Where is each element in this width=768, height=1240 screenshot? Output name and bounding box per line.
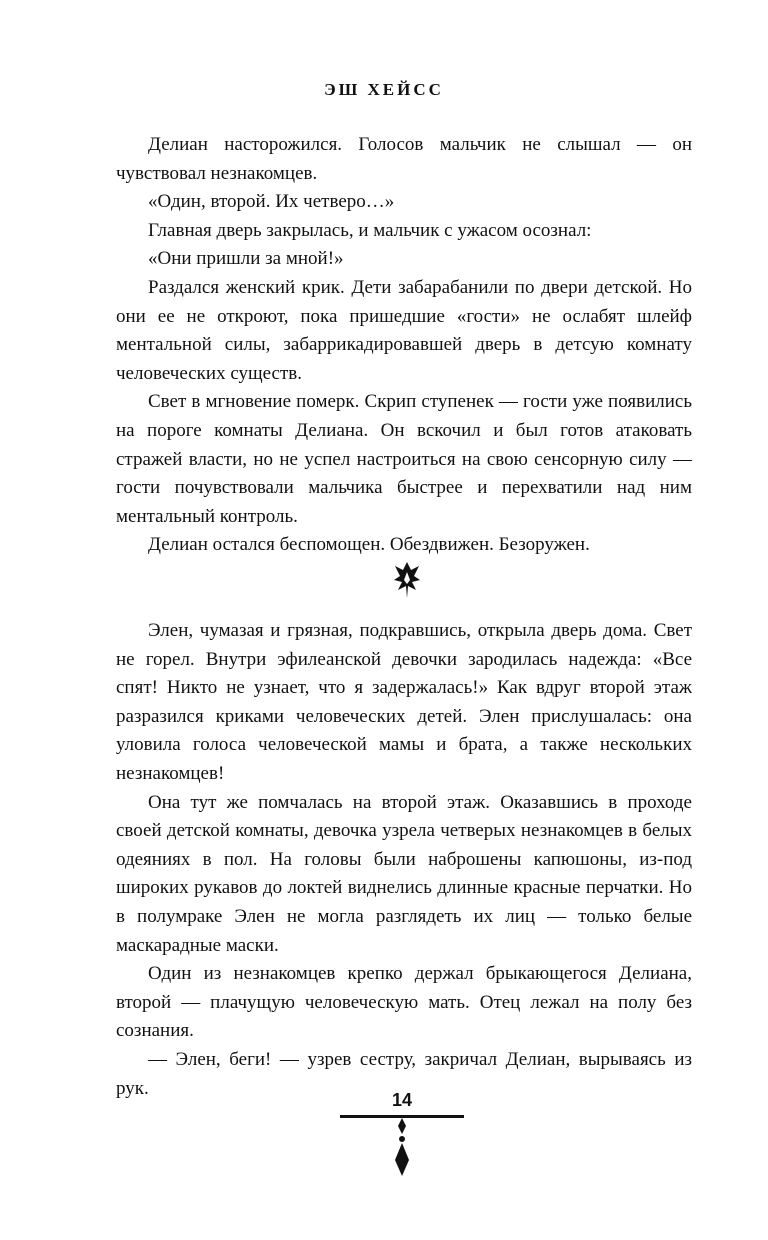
- paragraph: Элен, чумазая и грязная, подкравшись, открыла дверь дома. Свет не горел. Внутри эфилеанской девочки зародилась надежда: «Все спят! Никто не узнает, что я задержалась!» Как вдруг второй этаж разразился криками человеческих детей. Элен прислушалась: она уловила голоса человеческой мамы и брата, а также нескольких незнакомцев!: [116, 620, 692, 784]
- running-title: ЭШ ХЕЙСС: [324, 80, 444, 99]
- page-footer: [340, 1088, 464, 1178]
- text-section-2: [116, 617, 692, 1103]
- paragraph: Свет в мгновение померк. Скрип ступенек — гости уже появились на пороге комнаты Делиана. Он вскочил и был готов атаковать стражей власти, но не успел настроиться на свою сенсорную силу — гости почувствовали мальчика быстрее и перехватили над ним ментальный контроль.: [116, 391, 692, 527]
- paragraph: Делиан остался беспомощен. Обездвижен. Безоружен.: [148, 534, 590, 556]
- paragraph: Главная дверь закрылась, и мальчик с ужасом осознал:: [148, 219, 592, 241]
- page-number: 14: [391, 1090, 413, 1110]
- paragraph: — Элен, беги! — узрев сестру, закричал Делиан, вырываясь из рук.: [116, 1048, 692, 1099]
- section-break-ornament-icon: [392, 560, 422, 600]
- paragraph: Она тут же помчалась на второй этаж. Оказавшись в проходе своей детской комнаты, девочка узрела четверых незнакомцев в белых одеяниях в пол. На головы были наброшены капюшоны, из-под широких рукавов до локтей виднелись длинные красные перчатки. Но в полумраке Элен не могла разглядеть их лиц — только белые маскарадные маски.: [116, 791, 692, 956]
- text-section-1: [116, 131, 692, 560]
- paragraph: Раздался женский крик. Дети забарабанили по двери детской. Но они ее не откроют, пока пришедшие «гости» не ослабят шлейф ментальной силы, забаррикадировавшей дверь в детсую комнату человеческих существ.: [116, 276, 692, 384]
- paragraph: Один из незнакомцев крепко держал брыкающегося Делиана, второй — плачущую человеческую мать. Отец лежал на полу без сознания.: [116, 963, 692, 1042]
- paragraph: Делиан насторожился. Голосов мальчик не слышал — он чувствовал незнакомцев.: [116, 134, 692, 184]
- paragraph: «Один, второй. Их четверо…»: [148, 191, 395, 213]
- paragraph: «Они пришли за мной!»: [148, 248, 344, 270]
- folio-ornament-icon: [340, 1112, 464, 1178]
